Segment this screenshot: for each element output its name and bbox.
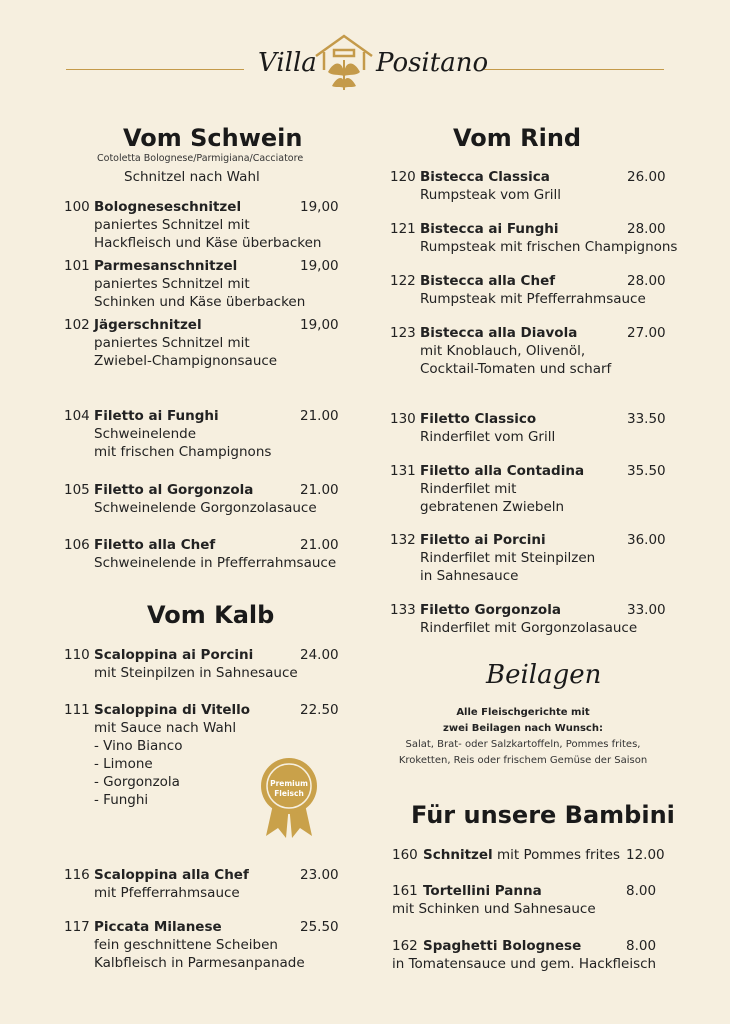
item-number: 110 bbox=[64, 647, 90, 663]
menu-item-100 bbox=[64, 198, 321, 252]
item-name: Bologneseschnitzel bbox=[94, 199, 242, 215]
menu-item-110 bbox=[64, 646, 298, 682]
item-description: - Gorgonzola bbox=[94, 774, 180, 790]
menu-item-header bbox=[390, 168, 561, 186]
logo-word-positano: Positano bbox=[376, 48, 489, 78]
item-description: Rinderfilet mit Gorgonzolasauce bbox=[420, 620, 638, 636]
item-name: Jägerschnitzel bbox=[94, 317, 202, 333]
item-price: 21.00 bbox=[300, 537, 339, 553]
item-name: Bistecca ai Funghi bbox=[420, 221, 559, 237]
item-description: mit Steinpilzen in Sahnesauce bbox=[94, 665, 298, 681]
item-description: - Limone bbox=[94, 756, 153, 772]
item-price: 27.00 bbox=[627, 325, 666, 341]
menu-item-header bbox=[64, 866, 249, 884]
item-description: in Sahnesauce bbox=[420, 568, 519, 584]
item-name: Filetto alla Chef bbox=[94, 537, 216, 553]
menu-item-header bbox=[64, 918, 305, 936]
item-description: Schinken und Käse überbacken bbox=[94, 294, 306, 310]
menu-item-162 bbox=[392, 937, 656, 973]
menu-item-header bbox=[392, 882, 596, 900]
item-number: 120 bbox=[390, 169, 416, 185]
item-name: Spaghetti Bolognese bbox=[423, 938, 582, 954]
item-number: 116 bbox=[64, 867, 90, 883]
item-description: Cocktail-Tomaten und scharf bbox=[420, 361, 612, 377]
menu-item-106 bbox=[64, 536, 336, 572]
item-price: 33.00 bbox=[627, 602, 666, 618]
item-description: paniertes Schnitzel mit bbox=[94, 217, 250, 233]
menu-item-102 bbox=[64, 316, 277, 370]
item-number: 162 bbox=[392, 938, 418, 954]
item-description: Rumpsteak mit Pfefferrahmsauce bbox=[420, 291, 646, 307]
item-description: Rinderfilet mit bbox=[420, 481, 517, 497]
badge-line-1: Premium bbox=[270, 779, 308, 788]
menu-item-header bbox=[64, 481, 317, 499]
item-number: 132 bbox=[390, 532, 416, 548]
menu-item-132 bbox=[390, 531, 595, 585]
item-description: Schweinelende bbox=[94, 426, 196, 442]
item-description: gebratenen Zwiebeln bbox=[420, 499, 565, 515]
beilagen-line-1: Alle Fleischgerichte mit bbox=[456, 707, 590, 718]
menu-item-header bbox=[390, 601, 637, 619]
menu-item-133 bbox=[390, 601, 637, 637]
item-price: 35.50 bbox=[627, 463, 666, 479]
item-name: Tortellini Panna bbox=[423, 883, 542, 899]
item-name-suffix: mit Pommes frites bbox=[492, 847, 620, 863]
menu-item-header bbox=[64, 536, 336, 554]
item-description: Schweinelende Gorgonzolasauce bbox=[94, 500, 317, 516]
item-name: Bistecca alla Diavola bbox=[420, 325, 578, 341]
menu-item-160 bbox=[392, 846, 620, 864]
item-price: 28.00 bbox=[627, 221, 666, 237]
item-number: 101 bbox=[64, 258, 90, 274]
menu-item-header bbox=[64, 316, 277, 334]
item-price: 28.00 bbox=[627, 273, 666, 289]
item-price: 8.00 bbox=[626, 938, 657, 954]
item-number: 106 bbox=[64, 537, 90, 553]
menu-item-120 bbox=[390, 168, 561, 204]
menu-item-header bbox=[64, 701, 250, 719]
item-number: 160 bbox=[392, 847, 418, 863]
item-number: 105 bbox=[64, 482, 90, 498]
section-title-rind: Vom Rind bbox=[453, 124, 582, 152]
item-number: 102 bbox=[64, 317, 90, 333]
item-description: Rinderfilet vom Grill bbox=[420, 429, 556, 445]
item-description: Zwiebel-Champignonsauce bbox=[94, 353, 278, 369]
item-name: Scaloppina di Vitello bbox=[94, 702, 251, 718]
item-number: 117 bbox=[64, 919, 90, 935]
item-description: in Tomatensauce und gem. Hackfleisch bbox=[392, 956, 657, 972]
item-description: Rumpsteak vom Grill bbox=[420, 187, 562, 203]
menu-item-header bbox=[392, 846, 620, 864]
menu-item-111 bbox=[64, 701, 250, 809]
menu-item-header bbox=[390, 272, 646, 290]
menu-item-123 bbox=[390, 324, 611, 378]
item-description: mit frischen Champignons bbox=[94, 444, 272, 460]
menu-item-105 bbox=[64, 481, 317, 517]
item-price: 21.00 bbox=[300, 482, 339, 498]
logo-word-villa: Villa bbox=[258, 48, 317, 78]
item-price: 24.00 bbox=[300, 647, 339, 663]
menu-item-104 bbox=[64, 407, 271, 461]
item-number: 111 bbox=[64, 702, 90, 718]
menu-item-header bbox=[390, 462, 584, 480]
item-name: Filetto ai Porcini bbox=[420, 532, 546, 548]
item-description: Rinderfilet mit Steinpilzen bbox=[420, 550, 596, 566]
menu-item-header bbox=[64, 198, 321, 216]
item-number: 131 bbox=[390, 463, 416, 479]
item-name: Bistecca alla Chef bbox=[420, 273, 556, 289]
item-description: fein geschnittene Scheiben bbox=[94, 937, 278, 953]
item-description: paniertes Schnitzel mit bbox=[94, 335, 250, 351]
item-description: mit Knoblauch, Olivenöl, bbox=[420, 343, 586, 359]
item-name: Parmesanschnitzel bbox=[94, 258, 238, 274]
logo-emblem-icon bbox=[310, 30, 378, 94]
item-price: 19,00 bbox=[300, 199, 339, 215]
header-rule-right bbox=[484, 69, 664, 70]
menu-item-131 bbox=[390, 462, 584, 516]
item-description: mit Sauce nach Wahl bbox=[94, 720, 237, 736]
beilagen-line-3: Salat, Brat- oder Salzkartoffeln, Pommes frites, bbox=[405, 739, 641, 750]
menu-item-122 bbox=[390, 272, 646, 308]
menu-item-header bbox=[390, 410, 555, 428]
item-description: Kalbfleisch in Parmesanpanade bbox=[94, 955, 305, 971]
item-description: Hackfleisch und Käse überbacken bbox=[94, 235, 322, 251]
item-name: Scaloppina alla Chef bbox=[94, 867, 249, 883]
schwein-subtitle-2: Schnitzel nach Wahl bbox=[124, 169, 260, 185]
premium-badge-text bbox=[259, 779, 319, 799]
item-number: 123 bbox=[390, 325, 416, 341]
menu-item-header bbox=[390, 324, 611, 342]
menu-item-116 bbox=[64, 866, 249, 902]
item-description: - Vino Bianco bbox=[94, 738, 183, 754]
item-price: 12.00 bbox=[626, 847, 665, 863]
item-description: Rumpsteak mit frischen Champignons bbox=[420, 239, 678, 255]
item-description: mit Schinken und Sahnesauce bbox=[392, 901, 596, 917]
beilagen-line-4: Kroketten, Reis oder frischem Gemüse der Saison bbox=[398, 755, 648, 766]
item-number: 104 bbox=[64, 408, 90, 424]
item-price: 26.00 bbox=[627, 169, 666, 185]
badge-line-2: Fleisch bbox=[274, 789, 304, 798]
item-name: Filetto al Gorgonzola bbox=[94, 482, 254, 498]
item-number: 130 bbox=[390, 411, 416, 427]
item-price: 33.50 bbox=[627, 411, 666, 427]
item-name: Scaloppina ai Porcini bbox=[94, 647, 254, 663]
item-price: 25.50 bbox=[300, 919, 339, 935]
beilagen-title: Beilagen bbox=[486, 660, 602, 690]
item-number: 121 bbox=[390, 221, 416, 237]
item-name: Schnitzel bbox=[423, 847, 493, 863]
menu-item-117 bbox=[64, 918, 305, 972]
item-price: 21.00 bbox=[300, 408, 339, 424]
item-price: 19,00 bbox=[300, 258, 339, 274]
schwein-subtitle: Cotoletta Bolognese/Parmigiana/Cacciatore bbox=[97, 153, 304, 164]
section-title-schwein: Vom Schwein bbox=[123, 124, 303, 152]
item-name: Bistecca Classica bbox=[420, 169, 550, 185]
item-description: Schweinelende in Pfefferrahmsauce bbox=[94, 555, 337, 571]
menu-item-header bbox=[390, 531, 595, 549]
beilagen-line-2: zwei Beilagen nach Wunsch: bbox=[443, 723, 603, 734]
item-price: 19,00 bbox=[300, 317, 339, 333]
item-name: Filetto alla Contadina bbox=[420, 463, 585, 479]
item-number: 100 bbox=[64, 199, 90, 215]
item-name: Piccata Milanese bbox=[94, 919, 222, 935]
menu-item-130 bbox=[390, 410, 555, 446]
menu-item-161 bbox=[392, 882, 596, 918]
menu-item-header bbox=[64, 646, 298, 664]
menu-item-101 bbox=[64, 257, 305, 311]
menu-item-header bbox=[64, 257, 305, 275]
item-number: 122 bbox=[390, 273, 416, 289]
item-price: 23.00 bbox=[300, 867, 339, 883]
header-rule-left bbox=[66, 69, 244, 70]
section-title-bambini: Für unsere Bambini bbox=[411, 801, 675, 829]
item-description: - Funghi bbox=[94, 792, 149, 808]
section-title-kalb: Vom Kalb bbox=[147, 601, 275, 629]
item-name: Filetto ai Funghi bbox=[94, 408, 219, 424]
item-price: 36.00 bbox=[627, 532, 666, 548]
item-description: paniertes Schnitzel mit bbox=[94, 276, 250, 292]
menu-item-header bbox=[64, 407, 271, 425]
beilagen-text bbox=[373, 705, 673, 769]
item-price: 8.00 bbox=[626, 883, 657, 899]
menu-item-header bbox=[392, 937, 656, 955]
item-name: Filetto Classico bbox=[420, 411, 537, 427]
item-name: Filetto Gorgonzola bbox=[420, 602, 561, 618]
item-description: mit Pfefferrahmsauce bbox=[94, 885, 240, 901]
item-number: 133 bbox=[390, 602, 416, 618]
item-price: 22.50 bbox=[300, 702, 339, 718]
item-number: 161 bbox=[392, 883, 418, 899]
